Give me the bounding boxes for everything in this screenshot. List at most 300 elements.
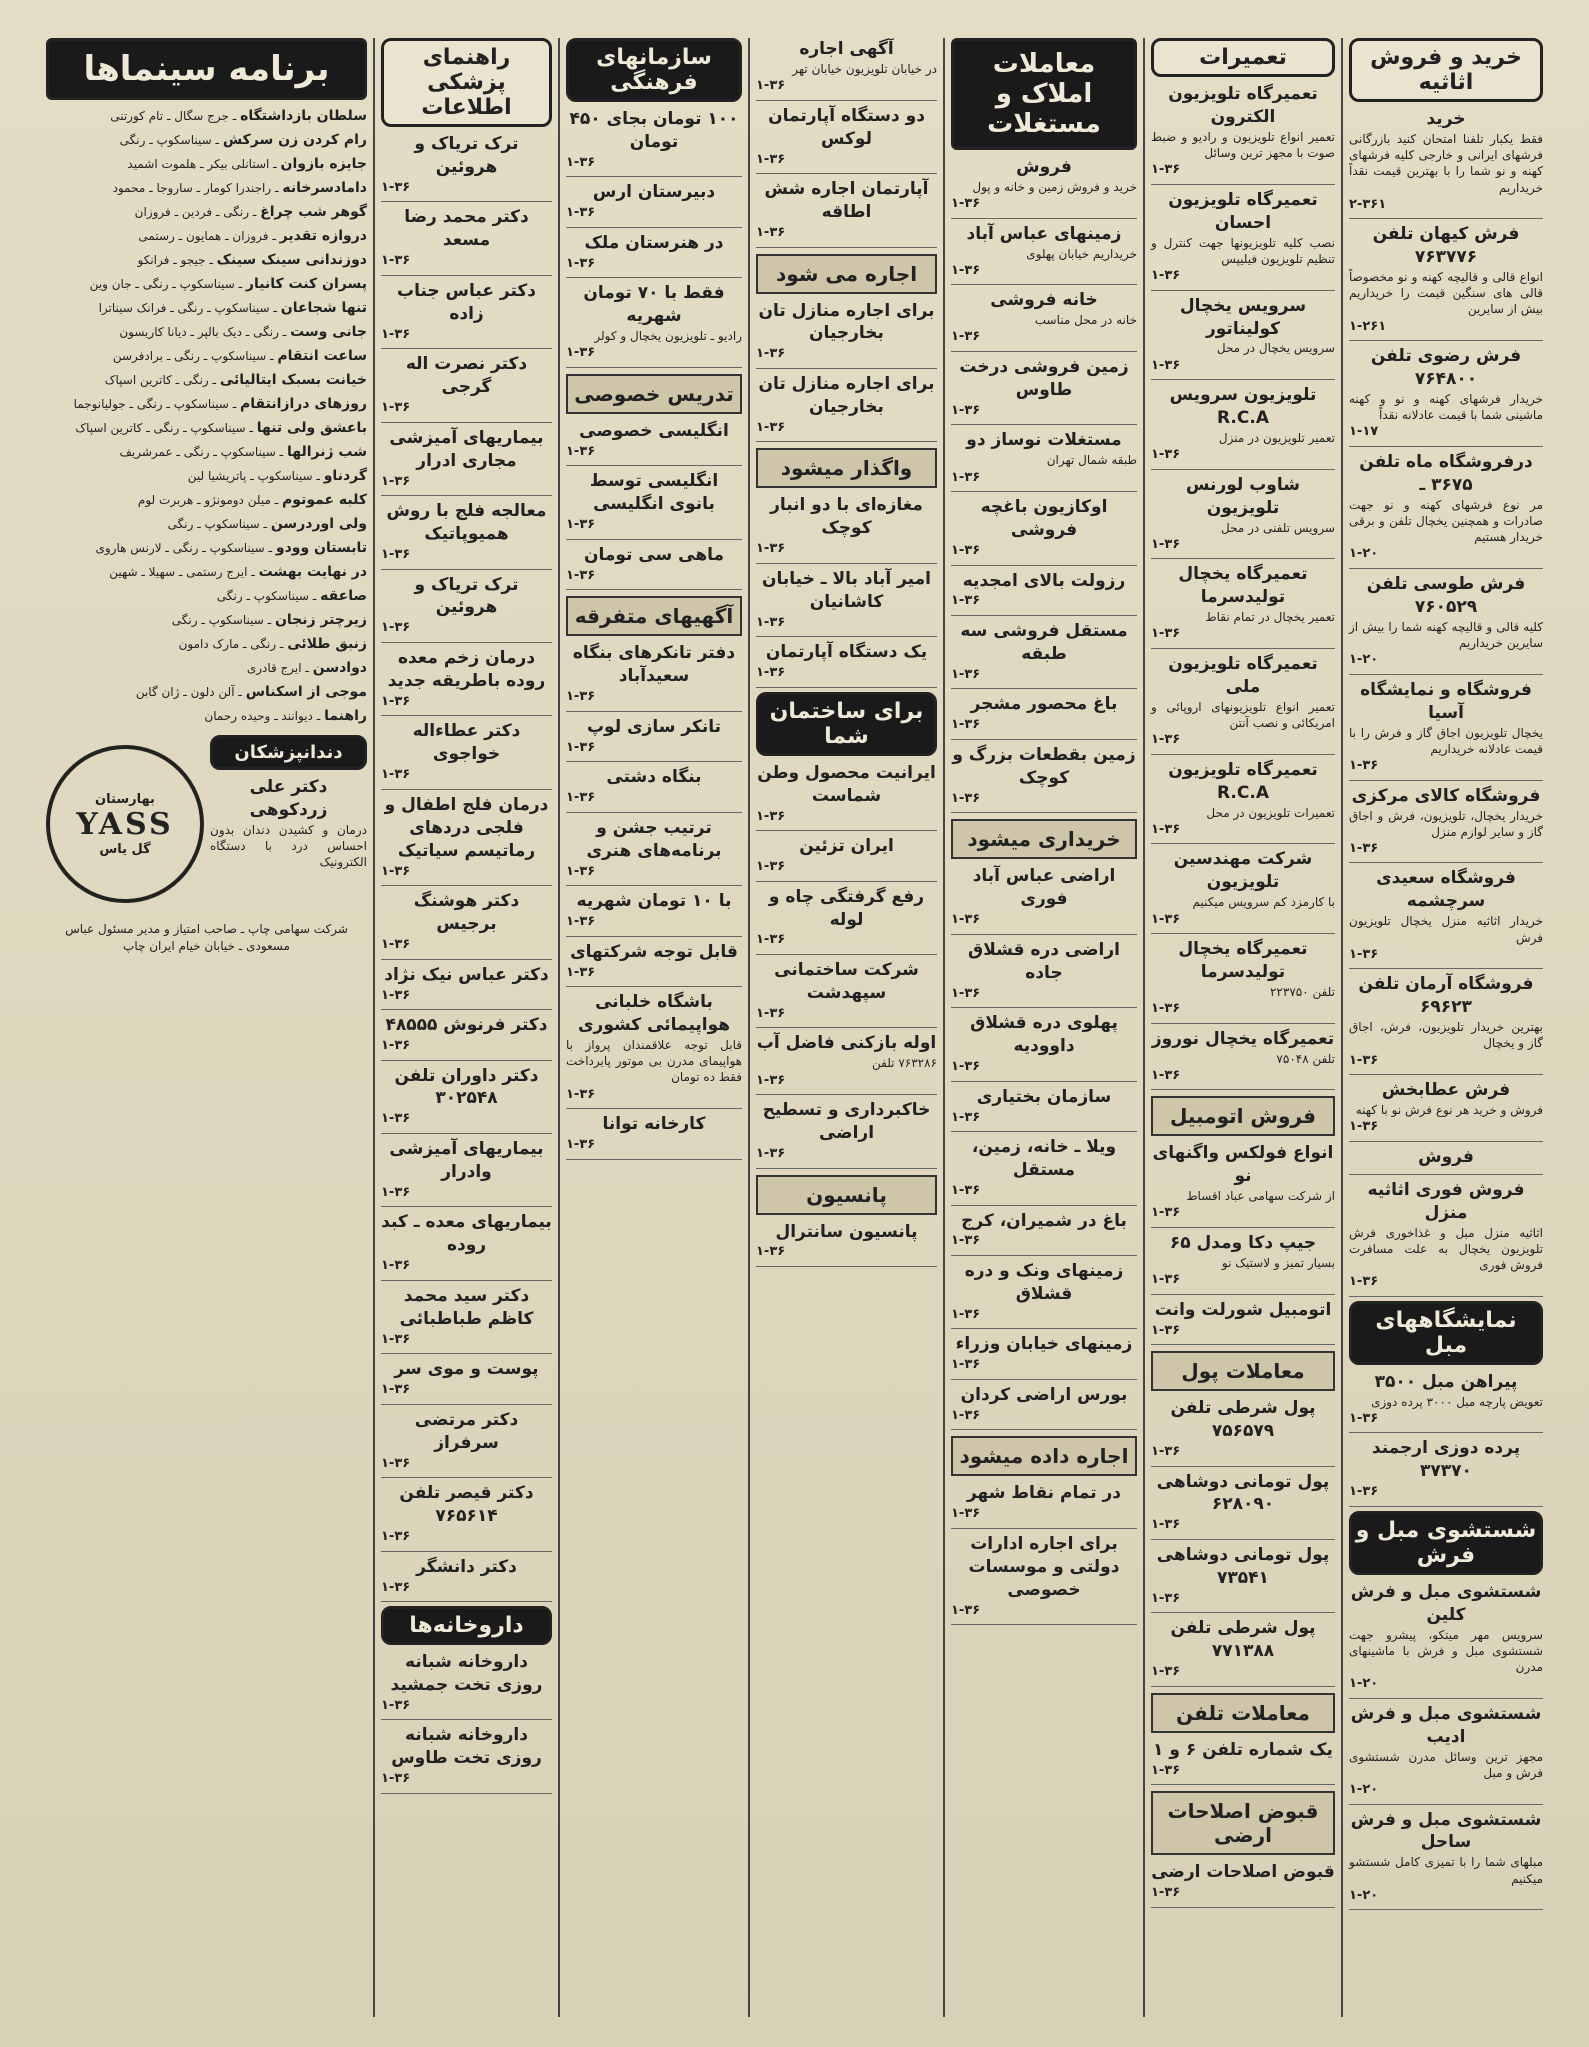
ad-separator <box>1151 843 1335 844</box>
ad-code: ۱-۳۶ <box>566 517 596 533</box>
ad-code: ۱-۳۶ <box>756 808 786 824</box>
ad-entry <box>566 817 742 880</box>
ad-title: تعمیرگاه تلویزیون احسان <box>1168 189 1318 233</box>
ad-entry <box>381 1285 552 1348</box>
ad-code: ۱-۳۶ <box>951 985 981 1001</box>
ad-entry <box>951 356 1137 419</box>
ad-body: سرویس مهر میتکو، پیشرو جهت شستشوی مبل و فرش با ماشینهای مدرن <box>1349 1627 1543 1674</box>
ad-body: خریداریم خیابان پهلوی <box>1026 246 1137 261</box>
heading-for-rent: اجاره می شود <box>756 254 937 294</box>
ad-title: زمین بقطعات بزرگ و کوچک <box>952 744 1136 788</box>
ad-entry <box>381 890 552 953</box>
ad-title: مستقل فروشی سه طبقه <box>960 621 1128 664</box>
ad-entry <box>566 890 742 930</box>
ad-title: خانه فروشی <box>990 290 1098 311</box>
ad-separator <box>566 277 742 278</box>
ad-separator <box>381 1060 552 1061</box>
ad-code: ۱-۳۶ <box>756 78 786 94</box>
ad-title: خرید <box>1426 109 1466 129</box>
ad-title: جیپ دکا ومدل ۶۵ <box>1169 1232 1317 1253</box>
ad-title: شستشوی مبل و فرش کلین <box>1350 1581 1542 1625</box>
column-cultural <box>558 38 748 2017</box>
film-info: آلن دلون ـ ژان گابن <box>135 685 235 699</box>
ad-separator <box>951 1624 1137 1625</box>
ad-title: برای اجاره منازل تان بخارجیان <box>758 373 935 417</box>
ad-body: از شرکت سهامی عباد اقساط <box>1186 1189 1335 1204</box>
film-title: دوزندانی سینک سینک <box>216 252 367 268</box>
ad-title: درمان فلج اطفال و فلجی دردهای رماتیسم سیاتیک <box>384 794 549 861</box>
ad-entry <box>1349 1079 1543 1136</box>
ad-entry <box>1151 1232 1335 1289</box>
ad-code: ۱-۳۶ <box>1151 1272 1181 1288</box>
film-info: سیناسکوپ ـ رنگی ـ فرانک سیناترا <box>98 301 270 315</box>
film-title: موجی از اسکناس <box>245 684 367 700</box>
ad-separator <box>566 465 742 466</box>
ad-code: ۱-۳۶ <box>1151 1322 1181 1338</box>
ad-separator <box>1151 1227 1335 1228</box>
ad-separator <box>566 1108 742 1109</box>
ad-separator <box>1349 780 1543 781</box>
ad-code: ۱-۳۶ <box>756 665 786 681</box>
ad-title: درفروشگاه ماه تلفن ۳۶۷۵ ـ <box>1359 452 1533 495</box>
ad-title: امیر آباد بالا ـ خیابان کاشانیان <box>762 568 931 612</box>
film-info: سیناسکوپ ـ رنگی <box>167 517 260 531</box>
heading-transfer: واگذار میشود <box>756 448 937 488</box>
cinema-listing: در نهایت بهشت ـ ایرج رستمی ـ سهیلا ـ شهین <box>109 564 367 580</box>
cinema-listing: باعشق ولی تنها ـ سیناسکوپ ـ رنگی ـ کاترین اسپاک <box>75 420 367 436</box>
ad-code: ۱-۳۶ <box>1151 1590 1181 1606</box>
ad-entry <box>951 496 1137 559</box>
ad-body: تعویض پارچه مبل ۳۰۰۰ پرده دوزی <box>1371 1394 1543 1409</box>
ad-code: ۱-۳۶ <box>951 196 981 212</box>
heading-furniture-showrooms: نمایشگاههای مبل <box>1349 1301 1543 1365</box>
ad-code: ۱-۳۶ <box>1349 1052 1379 1068</box>
ad-body: نصب کلیه تلویزیونها جهت کنترل و تنظیم تلویزیون فیلیپس <box>1151 235 1335 266</box>
ad-entry <box>1349 108 1543 213</box>
ad-separator <box>951 934 1137 935</box>
ad-separator <box>566 885 742 886</box>
imprint: شرکت سهامی چاپ ـ صاحب امتیاز و مدیر مسئول عباس مسعودی ـ خیابان خیام ایران چاپ <box>65 922 348 953</box>
ad-entry <box>756 886 937 949</box>
ad-entry <box>1349 973 1543 1069</box>
ad-code: ۱-۳۶ <box>1151 821 1181 837</box>
ad-separator <box>381 1719 552 1720</box>
ad-separator <box>381 885 552 886</box>
pension-list <box>756 1221 937 1267</box>
ad-separator <box>566 812 742 813</box>
ad-title: شرکت ساختمانی سپهدشت <box>774 960 919 1003</box>
ad-separator <box>951 351 1137 352</box>
film-title: دوادسن <box>312 660 367 676</box>
ad-code: ۱-۳۶ <box>1151 357 1181 373</box>
ad-body: خانه در محل مناسب <box>1034 313 1137 328</box>
heading-car-sales: فروش اتومبیل <box>1151 1096 1335 1136</box>
ad-entry <box>951 620 1137 683</box>
yass-logo-block <box>46 735 204 913</box>
tutoring-list <box>566 420 742 590</box>
ad-title: زمینهای خیابان وزراء <box>955 1334 1133 1355</box>
ad-title: شستشوی مبل و فرش ساحل <box>1350 1809 1542 1853</box>
film-title: شب ژنرالها <box>286 444 367 460</box>
ad-body: قابل توجه علاقمندان پرواز با هواپیمای مدرن بی موتور پایرداخت فقط ده تومان <box>566 1038 742 1085</box>
cleaning-list <box>1349 1581 1543 1911</box>
heading-medical: راهنمای پزشکی اطلاعات <box>381 38 552 127</box>
heading-misc: آگهیهای متفرقه <box>566 596 742 636</box>
ad-separator <box>381 348 552 349</box>
heading-real-estate: معاملات املاک و مستغلات <box>951 38 1137 150</box>
ad-code: ۱-۳۶ <box>951 542 981 558</box>
ad-separator <box>756 830 937 831</box>
ad-separator <box>951 424 1137 425</box>
film-info: سیناسکوپ ـ رنگی ـ کاترین اسپاک <box>75 421 246 435</box>
ad-separator <box>381 569 552 570</box>
ad-title: بیماریهای آمیزشی مجاری ادرار <box>389 427 544 471</box>
ad-entry <box>566 181 742 221</box>
ad-entry <box>566 1113 742 1153</box>
ad-separator <box>381 1601 552 1602</box>
ad-title: فرش طوسی تلفن ۷۶۰۵۲۹ <box>1366 574 1526 617</box>
ad-entry <box>756 1032 937 1089</box>
ad-separator <box>951 739 1137 740</box>
ad-entry <box>1349 1809 1543 1905</box>
ad-code: ۱-۳۶ <box>756 1005 786 1021</box>
ad-code: ۱-۳۶ <box>951 1059 981 1075</box>
ad-title: فروش <box>1016 157 1072 177</box>
ad-code: ۱-۳۶ <box>1151 1443 1181 1459</box>
cinema-listing: جایزه بازوان ـ استانلی بیکر ـ هلموت اشمید <box>127 156 367 172</box>
heading-dentists: دندانپزشکان <box>210 735 367 770</box>
ad-separator <box>566 936 742 937</box>
film-title: باعشق ولی تنها <box>256 420 367 436</box>
ad-title: فروشگاه کالای مرکزی <box>1351 785 1541 806</box>
ad-entry <box>951 1384 1137 1424</box>
ad-body: سرویس تلفنی در محل <box>1221 520 1335 535</box>
ad-body: بهترین خریدار تلویزیون، فرش، اجاق گاز و یخچال <box>1349 1020 1543 1051</box>
ad-code: ۱-۳۶ <box>381 937 411 953</box>
ad-entry <box>381 574 552 637</box>
ad-title: باغ محصور مشجر <box>970 694 1118 715</box>
ad-title: اتومبیل شورلت وانت <box>1154 1299 1332 1320</box>
ad-separator <box>381 1353 552 1354</box>
ad-code: ۱-۳۶ <box>951 469 981 485</box>
ad-separator <box>756 368 937 369</box>
cinema-listing: دامادسرخانه ـ راجندرا کومار ـ ساروجا ـ محمود <box>112 180 367 196</box>
columns <box>40 38 1549 2017</box>
ad-entry <box>1349 1371 1543 1428</box>
ad-separator <box>1349 1698 1543 1699</box>
film-title: جایزه بازوان <box>280 156 367 172</box>
ad-separator <box>756 1266 937 1267</box>
ad-code: ۱-۲۰ <box>1349 1676 1379 1692</box>
cinema-listing: جانی وست ـ رنگی ـ دیک بالپر ـ دیانا کاریسون <box>119 324 367 340</box>
ad-separator <box>1349 340 1543 341</box>
ad-separator <box>566 986 742 987</box>
ad-body: تلفن ۲۲۳۷۵۰ <box>1269 984 1335 999</box>
ad-title: تعمیرگاه تلویزیون الکترون <box>1168 84 1318 127</box>
ad-entry <box>1151 563 1335 643</box>
ad-title: فرش عطابخش <box>1381 1080 1511 1101</box>
film-title: زنبق طلائی <box>287 636 367 652</box>
heading-land-reform: قبوض اصلاحات ارضی <box>1151 1791 1335 1855</box>
ad-separator <box>566 1159 742 1160</box>
ad-separator <box>951 1131 1137 1132</box>
ad-separator <box>1349 218 1543 219</box>
ad-code: ۱-۳۶ <box>566 255 596 271</box>
ad-separator <box>951 1429 1137 1430</box>
ad-code: ۱-۳۶ <box>566 567 596 583</box>
ad-entry <box>951 223 1137 280</box>
film-info: دیوانند ـ وحیده رحمان <box>204 709 313 723</box>
ad-separator <box>756 1168 937 1169</box>
ad-body: خریدار فرشهای کهنه و نو و کهنه ماشینی شما با قیمت عادلانه نقداً <box>1349 392 1543 423</box>
ad-separator <box>1151 1612 1335 1613</box>
ad-entry <box>1151 1397 1335 1460</box>
ad-title: قابل توجه شرکتهای <box>570 941 738 962</box>
showroom-list <box>1349 1371 1543 1507</box>
ad-code: ۱-۳۶ <box>566 790 596 806</box>
ad-body: تعمیر انواع تلویزیون و رادیو و ضبط صوت با مجهز ترین وسائل <box>1151 129 1335 161</box>
ad-separator <box>1151 1907 1335 1908</box>
land-reform-list <box>1151 1861 1335 1907</box>
ad-separator <box>951 1255 1137 1256</box>
ad-body: تعمیر تلویزیون در منزل <box>1218 431 1335 446</box>
cinema-listing: صاعقه ـ سیناسکوپ ـ رنگی <box>216 588 367 604</box>
film-title: کلبه عموتوم <box>282 492 367 508</box>
ad-title: شاوب لورنس تلویزیون <box>1186 474 1300 518</box>
ad-entry <box>566 544 742 584</box>
cinema-listing: شب ژنرالها ـ سیناسکوپ ـ رنگی ـ عمرشریف <box>119 444 367 460</box>
ad-separator <box>566 227 742 228</box>
ad-separator <box>381 1206 552 1207</box>
cinema-listing: ساعت انتقام ـ سیناسکوپ ـ رنگی ـ برادفرسن <box>112 348 367 364</box>
ad-code: ۱-۱۷ <box>1349 424 1379 440</box>
cinema-listing: کلبه عموتوم ـ میلن دومونژو ـ هربرت لوم <box>137 492 367 508</box>
film-info: رنگی ـ کاترین اسپاک <box>104 373 209 387</box>
ad-code: ۱-۳۶ <box>381 546 411 562</box>
ad-title: فقط با ۷۰ تومان شهریه <box>583 283 725 327</box>
ad-code: ۱-۳۶ <box>951 1182 981 1198</box>
ad-entry <box>381 500 552 563</box>
ad-code: ۱-۳۶ <box>381 1382 411 1398</box>
ad-code: ۱-۳۶ <box>381 179 411 195</box>
ad-code: ۱-۳۶ <box>566 1086 596 1102</box>
ad-title: ایرانیت محصول وطن شماست <box>757 762 936 806</box>
film-title: ولی اوردرسن <box>270 516 367 532</box>
ad-code: ۱-۳۶ <box>566 914 596 930</box>
ad-body: فروش و خرید هر نوع فرش نو با کهنه <box>1355 1102 1543 1117</box>
ad-body: خریدار یخچال، تلویزیون، فرش و اجاق گاز و سایر لوازم منزل <box>1349 808 1543 839</box>
ad-title: پول تومانی دوشاهی ۶۲۸۰۹۰ <box>1156 1471 1330 1515</box>
film-info: جیجو ـ فرانکو <box>137 253 206 267</box>
cinema-listing: موجی از اسکناس ـ آلن دلون ـ ژان گابن <box>135 684 367 700</box>
ad-title: تعمیرگاه تلویزیون R.C.A <box>1168 759 1318 803</box>
heading-cinema: برنامه سینماها <box>46 38 367 100</box>
ad-separator <box>1151 379 1335 380</box>
ad-title: رفع گرفتگی چاه و لوله <box>768 886 925 930</box>
ad-separator <box>756 563 937 564</box>
ad-code: ۲-۳۶۱ <box>1349 196 1387 212</box>
film-title: سلطان بازداشتگاه <box>240 108 367 124</box>
ad-code: ۱-۳۶ <box>951 329 981 345</box>
ad-entry <box>756 641 937 681</box>
cinema-listing: دروازه تقدیر ـ فروزان ـ همایون ـ رستمی <box>138 228 367 244</box>
ad-entry <box>951 1210 1137 1250</box>
ad-title: پهلوی دره قشلاق داوودیه <box>970 1013 1118 1057</box>
column-cinema <box>40 38 373 2017</box>
ad-body: سرویس یخچال در محل <box>1216 341 1335 356</box>
ad-code: ۱-۳۶ <box>951 717 981 733</box>
ad-code: ۱-۳۶ <box>1151 1885 1181 1901</box>
ad-code: ۱-۳۶ <box>566 443 596 459</box>
ad-code: ۱-۳۶ <box>381 1258 411 1274</box>
ad-entry <box>756 373 937 436</box>
heading-cultural: سازمانهای فرهنگی <box>566 38 742 102</box>
ad-code: ۱-۳۶ <box>381 1111 411 1127</box>
film-title: ساعت انتقام <box>277 348 367 364</box>
ad-code: ۱-۳۶ <box>566 689 596 705</box>
ad-separator <box>1349 1909 1543 1910</box>
ad-separator <box>1349 568 1543 569</box>
ad-entry <box>381 1651 552 1714</box>
ad-separator <box>1151 1466 1335 1467</box>
ad-code: ۱-۳۶ <box>951 1407 981 1423</box>
ad-code: ۱-۳۶ <box>951 1602 981 1618</box>
ad-body: در خیابان تلویزیون خیابان تهر <box>792 61 937 76</box>
ad-separator <box>756 173 937 174</box>
heading-furniture: خرید و فروش اثاثیه <box>1349 38 1543 102</box>
ad-code: ۱-۳۶ <box>381 1579 411 1595</box>
ad-separator <box>1151 933 1335 934</box>
ad-title: پرده دوزی ارجمند ۳۷۳۷۰ <box>1371 1438 1521 1482</box>
ad-title: بورس اراضی کردان <box>960 1384 1128 1405</box>
ad-code: ۱-۳۶ <box>756 1244 786 1260</box>
ad-title: زمینهای عباس آباد <box>966 223 1122 244</box>
cinema-list <box>46 106 367 727</box>
film-title: تابستان وودو <box>275 540 367 556</box>
heading-money: معاملات پول <box>1151 1351 1335 1391</box>
furniture-list <box>1349 108 1543 1297</box>
heading-pharmacies: داروخانه‌ها <box>381 1606 552 1645</box>
ad-entry <box>951 289 1137 346</box>
ad-entry <box>381 647 552 710</box>
ad-separator <box>951 1528 1137 1529</box>
dentist-block <box>210 735 367 913</box>
cinema-listing: گوهر شب چراغ ـ رنگی ـ فردین ـ فروزان <box>134 204 367 220</box>
column-rentals <box>748 38 943 2017</box>
money-list <box>1151 1397 1335 1687</box>
ad-code: ۱-۳۶ <box>381 473 411 489</box>
ad-separator <box>951 615 1137 616</box>
ad-code: ۱-۳۶ <box>566 1137 596 1153</box>
yass-logo-sub: گل یاس <box>99 841 151 857</box>
ad-body: تلفن ۷۵۰۴۸ <box>1276 1051 1335 1066</box>
ad-separator <box>756 100 937 101</box>
ad-separator <box>381 959 552 960</box>
film-info: راجندرا کومار ـ ساروجا ـ محمود <box>112 181 272 195</box>
ad-title: ترک تریاک و هروئین <box>414 574 519 618</box>
cinema-listing: دوزندانی سینک سینک ـ جیجو ـ فرانکو <box>137 252 367 268</box>
ad-code: ۱-۳۶ <box>756 859 786 875</box>
ad-entry <box>566 716 742 756</box>
ad-separator <box>381 642 552 643</box>
ad-title: دکتر عطاءاله خواجوی <box>412 721 521 765</box>
ad-entry <box>1151 1299 1335 1339</box>
ad-body: رادیو ـ تلویزیون یخچال و کولر <box>594 329 742 344</box>
ad-title: اراضی دره قشلاق جاده <box>968 939 1120 983</box>
ad-title: دکتر فرنوش ۴۸۵۵۵ <box>385 1015 548 1036</box>
rent-ads-list <box>756 38 937 248</box>
ad-entry <box>1151 938 1335 1018</box>
ad-title: قبوض اصلاحات ارضی <box>1151 1862 1335 1883</box>
film-info: سیناسکوپ ـ رنگی <box>171 613 264 627</box>
ad-entry <box>381 1409 552 1472</box>
ad-entry <box>1349 1179 1543 1291</box>
ad-entry <box>951 1086 1137 1126</box>
ad-entry <box>566 108 742 171</box>
ad-entry <box>756 1099 937 1162</box>
ad-code: ۱-۳۶ <box>381 253 411 269</box>
ad-entry <box>1151 474 1335 554</box>
ad-title: تعمیرگاه یخچال تولیدسرما <box>1178 564 1308 608</box>
film-title: جانی وست <box>290 324 367 340</box>
ad-title: تعمیرگاه یخچال تولیدسرما <box>1178 939 1308 982</box>
ad-code: ۱-۳۶ <box>566 205 596 221</box>
ad-separator <box>1151 558 1335 559</box>
ad-title: شستشوی مبل و فرش ادیب <box>1350 1703 1542 1747</box>
ad-separator <box>951 491 1137 492</box>
cinema-listing: رام کردن زن سرکش ـ سیناسکوپ ـ رنگی <box>119 132 367 148</box>
ad-separator <box>756 954 937 955</box>
ad-title: پول تومانی دوشاهی ۷۳۵۴۱ <box>1156 1544 1330 1588</box>
ad-body: فقط یکبار تلفنا امتحان کنید بازرگانی فرشهای ایرانی و خارجی کلیه فرشهای کهنه و نو شما را با بهترین قیمت نقداً خریداریم <box>1349 131 1543 195</box>
cinema-listing: تابستان وودو ـ سیناسکوپ ـ رنگی ـ لارنس هاروی <box>95 540 367 556</box>
cinema-listing: راهنما ـ دیوانند ـ وحیده رحمان <box>204 708 367 724</box>
film-title: تنها شجاعان <box>280 300 367 316</box>
ad-entry <box>381 1482 552 1545</box>
ad-entry <box>381 133 552 196</box>
ad-code: ۱-۳۶ <box>1151 1205 1181 1221</box>
ad-separator <box>756 687 937 688</box>
ad-title: تعمیرگاه تلویزیون ملی <box>1168 654 1318 697</box>
ad-code: ۱-۳۶ <box>756 614 786 630</box>
ad-title: آگهی اجاره <box>799 39 894 59</box>
ad-title: دکتر نصرت اله گرجی <box>405 354 528 398</box>
ad-code: ۱-۲۰ <box>1349 652 1379 668</box>
ad-entry <box>381 794 552 880</box>
column-real-estate <box>943 38 1143 2017</box>
ad-title: داروخانه شبانه روزی تخت جمشید <box>390 1652 543 1695</box>
ad-separator <box>1151 1023 1335 1024</box>
ad-separator <box>381 789 552 790</box>
ad-title: ترتیب جشن و برنامه‌های هنری <box>586 817 722 861</box>
dentist-body: درمان و کشیدن دندان بدون احساس درد با دستگاه الکترونیک <box>210 822 367 870</box>
ad-separator <box>566 539 742 540</box>
ad-separator <box>1151 184 1335 185</box>
column-furniture <box>1341 38 1549 2017</box>
ad-entry <box>1349 345 1543 441</box>
ad-code: ۱-۳۶ <box>1151 1762 1181 1778</box>
yass-logo <box>46 745 204 903</box>
ad-title: انواع فولکس واگنهای نو <box>1152 1143 1334 1187</box>
ad-separator <box>1151 1344 1335 1345</box>
ad-body: ۷۶۳۲۸۶ تلفن <box>871 1056 937 1071</box>
ad-body: خرید و فروش زمین و خانه و پول <box>972 179 1137 194</box>
ad-separator <box>381 201 552 202</box>
ad-separator <box>1151 648 1335 649</box>
ad-separator <box>1349 862 1543 863</box>
cultural-list <box>566 108 742 368</box>
film-title: صاعقه <box>320 588 367 604</box>
